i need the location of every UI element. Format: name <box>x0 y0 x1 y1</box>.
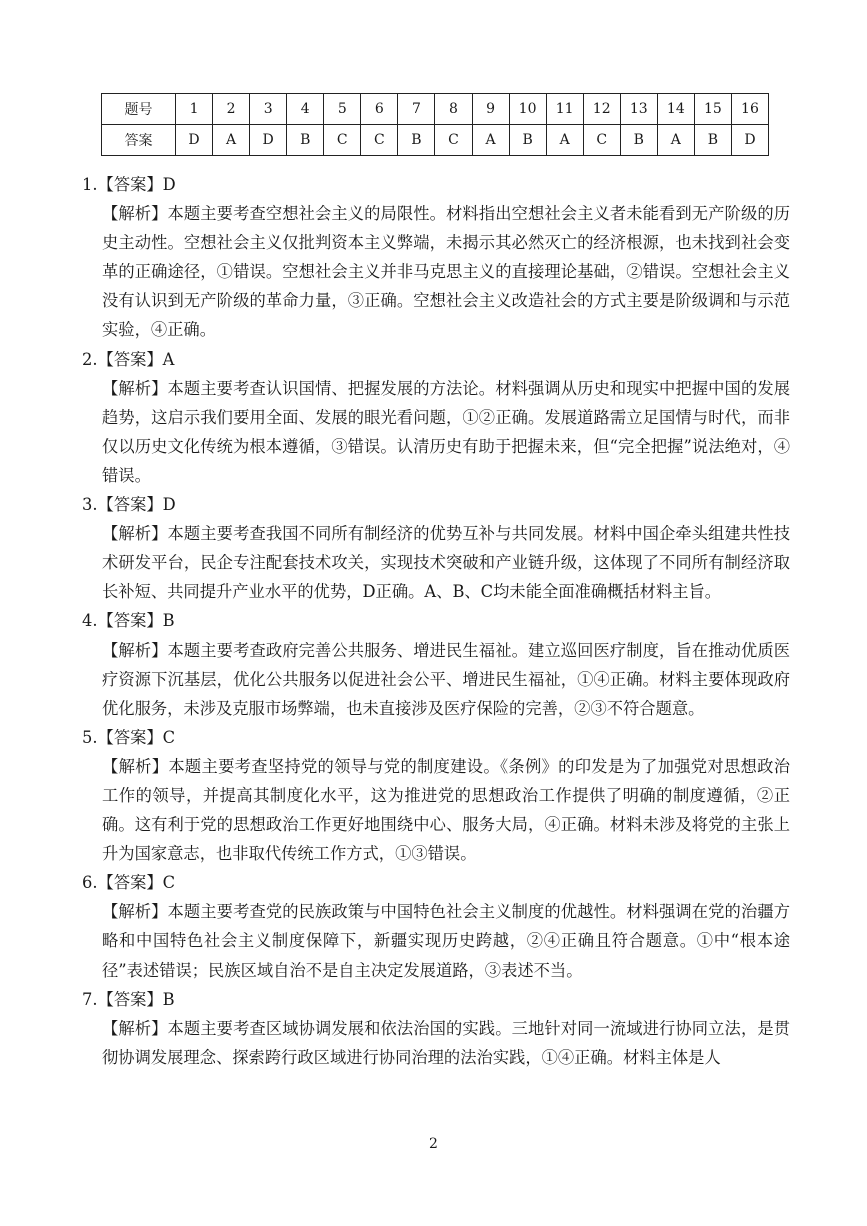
explanation-text: 【解析】本题主要考查空想社会主义的局限性。材料指出空想社会主义者未能看到无产阶级的历史主动性。空想社会主义仅批判资本主义弊端，未揭示其必然灭亡的经济根源，也未找到社会变革的正确途径，①错误。空想社会主义并非马克思主义的直接理论基础，②错误。空想社会主义没有认识到无产阶级的革命力量，③正确。空想社会主义改造社会的方式主要是阶级调和与示范实验，④正确。 <box>102 204 790 340</box>
explanation-text: 【解析】本题主要考查政府完善公共服务、增进民生福祉。建立巡回医疗制度，旨在推动优质医疗资源下沉基层，优化公共服务以促进社会公平、增进民生福祉，①④正确。材料主要体现政府优化服务，未涉及克服市场弊端，也未直接涉及医疗保险的完善，②③不符合题意。 <box>102 640 790 718</box>
explanation-text: 【解析】本题主要考查党的民族政策与中国特色社会主义制度的优越性。材料强调在党的治疆方略和中国特色社会主义制度保障下，新疆实现历史跨越，②④正确且符合题意。①中“根本途径”表述错误；民族区域自治不是自主决定发展道路，③表述不当。 <box>102 902 790 980</box>
question-number-cell: 14 <box>657 94 694 125</box>
explanation-text: 【解析】本题主要考查我国不同所有制经济的优势互补与共同发展。材料中国企牵头组建共性技术研发平台，民企专注配套技术攻关，实现技术突破和产业链升级，这体现了不同所有制经济取长补短、共同提升产业水平的优势，D正确。A、B、C均未能全面准确概括材料主旨。 <box>102 524 790 602</box>
answer-cell: B <box>509 125 546 156</box>
answer-cell: A <box>546 125 583 156</box>
answer-cell: C <box>361 125 398 156</box>
answer-cell: D <box>176 125 213 156</box>
question-number-cell: 6 <box>361 94 398 125</box>
answer-item <box>82 345 790 490</box>
question-number-cell: 10 <box>509 94 546 125</box>
question-number-cell: 7 <box>398 94 435 125</box>
answer-line: 4.【答案】B <box>82 611 175 631</box>
answer-row <box>102 125 769 156</box>
answer-item <box>82 170 790 345</box>
explanation-text: 【解析】本题主要考查坚持党的领导与党的制度建设。《条例》的印发是为了加强党对思想政治工作的领导，并提高其制度化水平，这为推进党的思想政治工作提供了明确的制度遵循，②正确。这有利于党的思想政治工作更好地围绕中心、服务大局，④正确。材料未涉及将党的主张上升为国家意志，也非取代传统工作方式，①③错误。 <box>102 756 790 864</box>
question-number-cell: 3 <box>250 94 287 125</box>
answer-line: 6.【答案】C <box>82 873 176 893</box>
answer-item <box>82 868 790 984</box>
answer-cell: D <box>250 125 287 156</box>
answer-line: 5.【答案】C <box>82 727 176 747</box>
question-number-cell: 4 <box>287 94 324 125</box>
answer-cell: B <box>287 125 324 156</box>
page-number: 2 <box>429 1136 438 1152</box>
answer-cell: A <box>657 125 694 156</box>
question-number-cell: 5 <box>324 94 361 125</box>
question-number-cell: 8 <box>435 94 472 125</box>
answer-line: 1.【答案】D <box>82 175 176 194</box>
answer-item <box>82 723 790 868</box>
answer-cell: C <box>583 125 620 156</box>
answer-table <box>101 93 769 156</box>
explanation-text: 【解析】本题主要考查认识国情、把握发展的方法论。材料强调从历史和现实中把握中国的发展趋势，这启示我们要用全面、发展的眼光看问题，①②正确。发展道路需立足国情与时代，而非仅以历史文化传统为根本遵循，③错误。认清历史有助于把握未来，但“完全把握”说法绝对，④错误。 <box>102 378 790 485</box>
answer-cell: B <box>398 125 435 156</box>
answer-cell: C <box>324 125 361 156</box>
question-number-cell: 16 <box>731 94 768 125</box>
answer-cell: A <box>213 125 250 156</box>
question-number-row <box>102 94 769 125</box>
answer-cell: B <box>694 125 731 156</box>
answer-label: 答案 <box>102 125 176 156</box>
question-number-cell: 12 <box>583 94 620 125</box>
explanations <box>82 170 790 1072</box>
answer-line: 3.【答案】D <box>82 495 176 515</box>
question-number-cell: 11 <box>546 94 583 125</box>
question-number-cell: 2 <box>213 94 250 125</box>
explanation-text: 【解析】本题主要考查区域协调发展和依法治国的实践。三地针对同一流域进行协同立法，是贯彻协调发展理念、探索跨行政区域进行协同治理的法治实践，①④正确。材料主体是人 <box>102 1018 790 1067</box>
answer-item <box>82 985 790 1072</box>
answer-line: 2.【答案】A <box>82 349 175 369</box>
answer-cell: D <box>731 125 768 156</box>
answer-item <box>82 490 790 606</box>
question-number-label: 题号 <box>102 94 176 125</box>
question-number-cell: 9 <box>472 94 509 125</box>
answer-line: 7.【答案】B <box>82 989 175 1009</box>
question-number-cell: 15 <box>694 94 731 125</box>
question-number-cell: 13 <box>620 94 657 125</box>
answer-cell: C <box>435 125 472 156</box>
answer-cell: B <box>620 125 657 156</box>
question-number-cell: 1 <box>176 94 213 125</box>
answer-cell: A <box>472 125 509 156</box>
answer-item <box>82 606 790 722</box>
